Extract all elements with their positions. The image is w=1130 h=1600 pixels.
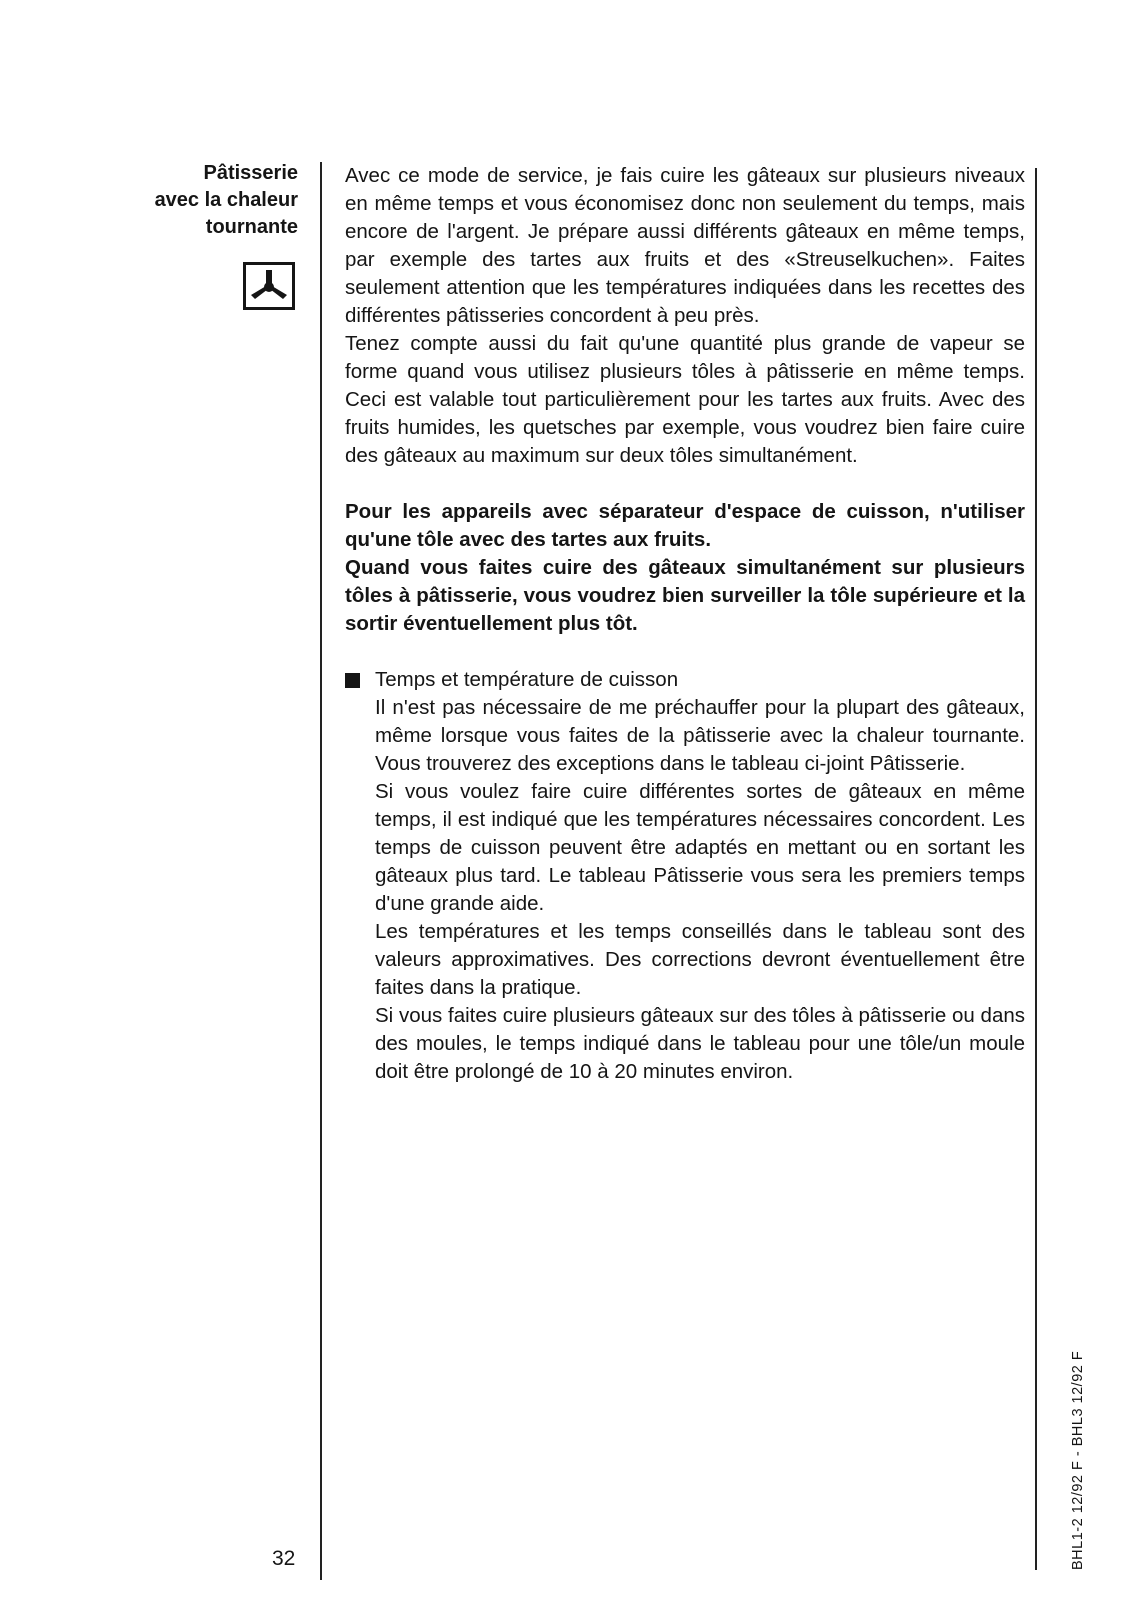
bullet-paragraph-3: Les températures et les temps conseillés dans le tableau sont des valeurs approximatives. Des corrections devront éventuellement être faites dans la pratique. bbox=[375, 920, 1025, 999]
document-code: BHL1-2 12/92 F - BHL3 12/92 F bbox=[1070, 1350, 1086, 1570]
warning-paragraph-2: Quand vous faites cuire des gâteaux simultanément sur plusieurs tôles à pâtisserie, vous voudrez bien surveiller la tôle supérieure et la sortir éventuellement plus tôt. bbox=[345, 556, 1025, 635]
fan-icon-glyph bbox=[246, 265, 292, 307]
intro-paragraph-1: Avec ce mode de service, je fais cuire les gâteaux sur plusieurs niveaux en même temps et vous économisez donc non seulement du temps, mais encore de l'argent. Je prépare aussi différents gâteaux en même temps, par exemple des tartes aux fruits et des «Streuselkuchen». Faites seulement attention que les températures indiquées dans les recettes des différentes pâtisseries concordent à peu près. bbox=[345, 164, 1025, 327]
page-number: 32 bbox=[272, 1547, 296, 1570]
intro-paragraph-2: Tenez compte aussi du fait qu'une quantité plus grande de vapeur se forme quand vous utilisez plusieurs tôles à pâtisserie en même temps. Ceci est valable tout particulièrement pour les tartes aux fruits. Avec des fruits humides, les quetsches par exemple, vous voudrez bien faire cuire des gâteaux au maximum sur deux tôles simultanément. bbox=[345, 332, 1025, 467]
bullet-paragraph-2: Si vous voulez faire cuire différentes sortes de gâteaux en même temps, il est indiqué que les températures nécessaires concordent. Les temps de cuisson peuvent être adaptés en mettant ou en sortant les gâteaux plus tard. Le tableau Pâtisserie vous sera les premiers temps d'une grande aide. bbox=[375, 780, 1025, 915]
main-text bbox=[345, 162, 1025, 1086]
section-heading-line-2: avec la chaleur bbox=[154, 189, 298, 211]
margin-rule bbox=[1035, 168, 1037, 1570]
section-heading bbox=[58, 160, 298, 241]
bullet-paragraph-1: Il n'est pas nécessaire de me préchauffer pour la plupart des gâteaux, même lorsque vous faites de la pâtisserie avec la chaleur tournante. Vous trouverez des exceptions dans le tableau ci-joint Pâtisserie. bbox=[375, 696, 1025, 775]
column-divider bbox=[320, 162, 322, 1580]
bullet-heading bbox=[345, 666, 1025, 694]
bullet-heading-text: Temps et température de cuisson bbox=[375, 668, 679, 691]
bullet-square-icon bbox=[345, 673, 360, 688]
bullet-paragraph-4: Si vous faites cuire plusieurs gâteaux sur des tôles à pâtisserie ou dans des moules, le temps indiqué dans le tableau pour une tôle/un moule doit être prolongé de 10 à 20 minutes environ. bbox=[375, 1004, 1025, 1083]
section-heading-line-3: tournante bbox=[205, 216, 298, 238]
section-heading-line-1: Pâtisserie bbox=[203, 162, 298, 184]
fan-icon bbox=[243, 262, 295, 310]
warning-paragraph-1: Pour les appareils avec séparateur d'espace de cuisson, n'utiliser qu'une tôle avec des tartes aux fruits. bbox=[345, 500, 1025, 551]
